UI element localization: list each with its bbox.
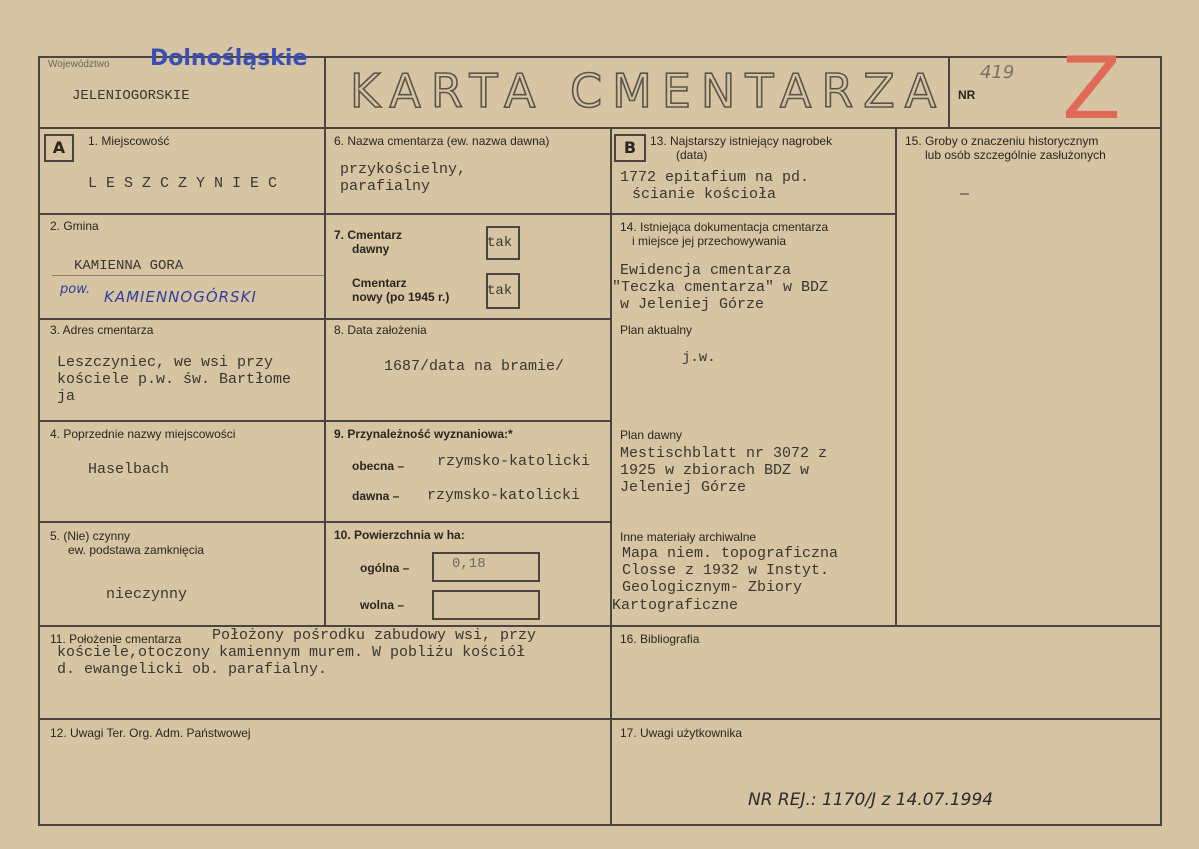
field3-label: 3. Adres cmentarza	[50, 323, 154, 337]
field7-dawny-label: dawny	[352, 242, 390, 256]
field1-label: 1. Miejscowość	[88, 134, 170, 148]
field2-pow-prefix: pow.	[60, 282, 91, 297]
field2-pow-value: KAMIENNOGÓRSKI	[104, 288, 257, 306]
field7-label: 7. Cmentarz	[334, 228, 403, 242]
field8-label: 8. Data założenia	[334, 323, 427, 337]
field11-label: 11. Położenie cmentarza	[50, 632, 182, 646]
category-mark: Z	[1062, 39, 1121, 139]
field7-nowy-value: tak	[487, 283, 513, 299]
field2-label: 2. Gmina	[50, 219, 99, 233]
field16-label: 16. Bibliografia	[620, 632, 700, 646]
inne-line-3: Geologicznym- Zbiory	[622, 579, 803, 596]
inne-line-1: Mapa niem. topograficzna	[622, 545, 839, 562]
field13-line-1: 1772 epitafium na pd.	[620, 169, 810, 186]
field14-line-2: "Teczka cmentarza" w BDZ	[612, 279, 829, 296]
col-vline-1	[324, 128, 326, 626]
plan-dawny-label: Plan dawny	[620, 428, 683, 442]
field10-wolna-box	[432, 590, 540, 620]
field7-nowy-label: Cmentarz	[352, 276, 407, 290]
row-line-3	[38, 420, 612, 422]
field6-label: 6. Nazwa cmentarza (ew. nazwa dawna)	[334, 134, 550, 148]
header-vline-2	[948, 56, 950, 128]
field4-value: Haselbach	[88, 461, 170, 478]
row-line-f14	[610, 213, 896, 215]
field3-line-3: ja	[57, 388, 76, 405]
inne-line-4: Kartograficzne	[612, 597, 739, 614]
page-title: KARTA CMENTARZA	[350, 64, 947, 118]
registry-number: NR REJ.: 1170/J z 14.07.1994	[748, 790, 994, 810]
field14-label: 14. Istniejąca dokumentacja cmentarza	[620, 220, 829, 234]
plan-dawny-line-2: 1925 w zbiorach BDZ w	[620, 462, 810, 479]
field14-line-3: w Jeleniej Górze	[620, 296, 765, 313]
nr-value: 419	[980, 62, 1015, 83]
field9-obecna-label: obecna –	[352, 459, 405, 473]
field10-ogolna-box	[432, 552, 540, 582]
frame-bottom	[38, 824, 1162, 826]
field3-line-1: Leszczyniec, we wsi przy	[57, 354, 274, 371]
plan-dawny-line-3: Jeleniej Górze	[620, 479, 747, 496]
field2-value: KAMIENNA GORA	[74, 258, 184, 274]
field9-label: 9. Przynależność wyznaniowa:*	[334, 427, 513, 441]
field10-ogolna-value: 0,18	[452, 556, 486, 572]
inne-line-2: Closse z 1932 w Instyt.	[622, 562, 830, 579]
section-a-box: A	[44, 134, 74, 162]
field12-label: 12. Uwagi Ter. Org. Adm. Państwowej	[50, 726, 251, 740]
field11-line-3: d. ewangelicki ob. parafialny.	[57, 661, 328, 678]
voivodeship-typed: JELENIOGORSKIE	[72, 88, 190, 104]
row-line-2	[38, 318, 612, 320]
field6-line-1: przykościelny,	[340, 161, 467, 178]
col-vline-3	[895, 128, 897, 626]
voivodeship-label: Województwo	[48, 59, 110, 70]
row-line-4	[38, 521, 612, 523]
field7-nowy-sublabel: nowy (po 1945 r.)	[352, 290, 450, 304]
frame-left	[38, 56, 40, 826]
field1-value: L E S Z C Z Y N I E C	[88, 175, 278, 192]
field14-sublabel: i miejsce jej przechowywania	[632, 234, 787, 248]
nr-label: NR	[958, 88, 976, 102]
voivodeship-stamp: Dolnośląskie	[150, 46, 308, 71]
inne-materialy-label: Inne materiały archiwalne	[620, 530, 757, 544]
field15-label: 15. Groby o znaczeniu historycznym	[905, 134, 1099, 148]
field15-sublabel: lub osób szczególnie zasłużonych	[925, 148, 1106, 162]
field10-wolna-label: wolna –	[360, 598, 405, 612]
section-b-box: B	[614, 134, 646, 162]
field14-line-1: Ewidencja cmentarza	[620, 262, 792, 279]
field3-line-2: kościele p.w. św. Bartłome	[57, 371, 292, 388]
plan-aktualny-label: Plan aktualny	[620, 323, 693, 337]
plan-aktualny-value: j.w.	[682, 350, 716, 366]
row-line-6	[38, 718, 1162, 720]
frame-right	[1160, 56, 1162, 826]
row-line-5	[38, 625, 1162, 627]
field13-line-2: ścianie kościoła	[632, 186, 777, 203]
field8-value: 1687/data na bramie/	[384, 358, 565, 375]
field13-sublabel: (data)	[676, 148, 708, 162]
field15-value: —	[960, 186, 970, 203]
field10-label: 10. Powierzchnia w ha:	[334, 528, 465, 542]
field5-label: 5. (Nie) czynny	[50, 529, 131, 543]
field4-label: 4. Poprzednie nazwy miejscowości	[50, 427, 236, 441]
field9-dawna-label: dawna –	[352, 489, 400, 503]
field9-obecna-value: rzymsko-katolicki	[437, 453, 591, 470]
field10-ogolna-label: ogólna –	[360, 561, 410, 575]
field11-line-2: kościele,otoczony kamiennym murem. W pobliżu kościół	[57, 644, 526, 661]
header-divider	[38, 127, 1162, 129]
field5-value: nieczynny	[106, 586, 188, 603]
row-line-1	[38, 213, 612, 215]
field17-label: 17. Uwagi użytkownika	[620, 726, 743, 740]
plan-dawny-line-1: Mestischblatt nr 3072 z	[620, 445, 828, 462]
field13-label: 13. Najstarszy istniejący nagrobek	[650, 134, 833, 148]
field11-line-1: Położony pośrodku zabudowy wsi, przy	[212, 627, 537, 644]
field9-dawna-value: rzymsko-katolicki	[427, 487, 581, 504]
field7-dawny-value: tak	[487, 235, 513, 251]
pow-underline	[52, 275, 324, 276]
field6-line-2: parafialny	[340, 178, 431, 195]
field5-sublabel: ew. podstawa zamknięcia	[68, 543, 205, 557]
header-vline-1	[324, 56, 326, 128]
